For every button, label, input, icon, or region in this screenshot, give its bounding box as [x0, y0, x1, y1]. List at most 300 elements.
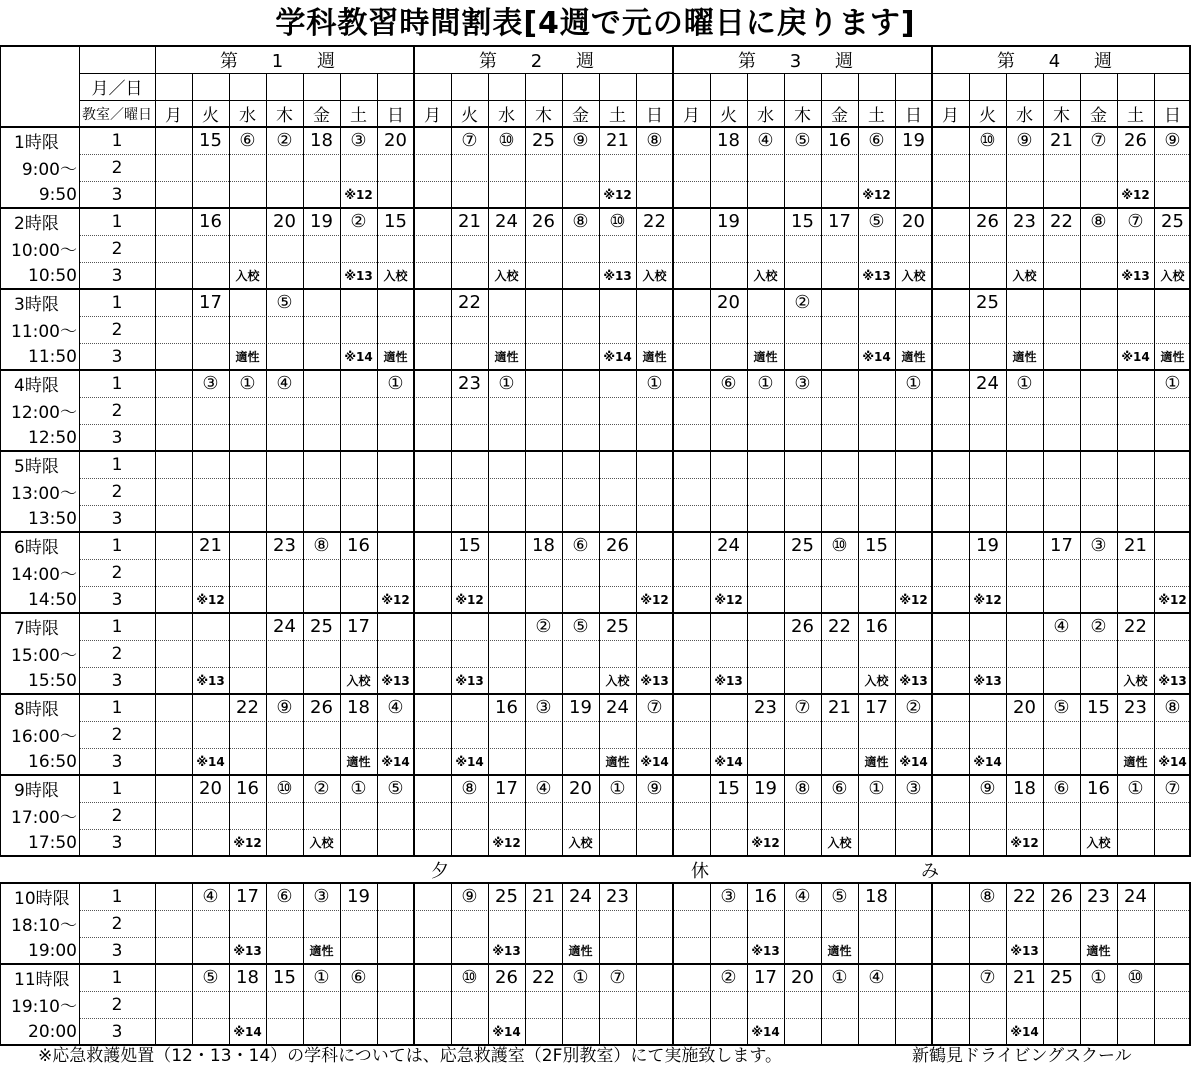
schedule-cell — [636, 937, 673, 964]
schedule-cell — [1154, 316, 1191, 343]
schedule-cell — [340, 829, 377, 856]
schedule-cell: 25 — [1161, 211, 1184, 232]
schedule-cell — [821, 667, 858, 694]
schedule-cell: 19 — [569, 697, 592, 718]
schedule-cell — [895, 478, 932, 505]
schedule-cell: 21 — [1050, 130, 1073, 151]
schedule-cell: ⑦ — [1090, 130, 1107, 151]
schedule-cell — [969, 1018, 1006, 1045]
schedule-cell — [451, 343, 488, 370]
schedule-cell — [377, 910, 414, 937]
column-divider — [1117, 73, 1118, 856]
schedule-cell — [192, 316, 229, 343]
schedule-cell — [340, 505, 377, 532]
schedule-cell — [969, 451, 1006, 478]
schedule-cell: 21 — [828, 697, 851, 718]
schedule-cell — [303, 424, 340, 451]
schedule-cell — [414, 613, 451, 640]
schedule-cell — [377, 721, 414, 748]
column-divider — [451, 883, 452, 1045]
schedule-cell — [932, 829, 969, 856]
schedule-cell: ④ — [757, 130, 774, 151]
schedule-cell — [636, 154, 673, 181]
weekday-header: 水 — [239, 106, 256, 126]
schedule-cell: ⑦ — [609, 967, 626, 988]
period-end-time: 17:50 — [28, 832, 77, 853]
schedule-cell — [340, 586, 377, 613]
schedule-cell — [1117, 451, 1154, 478]
period-label: 4時限 — [14, 376, 59, 396]
schedule-cell — [1154, 289, 1191, 316]
schedule-cell — [710, 478, 747, 505]
schedule-cell: ⑧ — [794, 778, 811, 799]
schedule-cell — [710, 451, 747, 478]
room-number: 3 — [111, 184, 123, 205]
schedule-cell: 17 — [828, 211, 851, 232]
schedule-cell — [451, 991, 488, 1018]
schedule-cell — [377, 559, 414, 586]
schedule-cell — [747, 586, 784, 613]
schedule-cell — [784, 343, 821, 370]
schedule-cell: ① — [350, 778, 367, 799]
schedule-cell: 20 — [902, 211, 925, 232]
schedule-cell: ③ — [313, 886, 330, 907]
schedule-cell — [229, 154, 266, 181]
schedule-cell: 21 — [1124, 535, 1147, 556]
schedule-cell: ⑥ — [350, 967, 367, 988]
schedule-cell: ※13 — [751, 943, 780, 958]
schedule-cell — [969, 154, 1006, 181]
schedule-cell — [747, 181, 784, 208]
schedule-cell — [636, 181, 673, 208]
schedule-cell: 22 — [643, 211, 666, 232]
schedule-cell — [303, 667, 340, 694]
schedule-cell: 入校 — [1012, 269, 1037, 283]
room-number: 3 — [111, 508, 123, 529]
schedule-cell — [155, 235, 192, 262]
column-divider — [525, 883, 526, 1045]
schedule-cell — [451, 721, 488, 748]
schedule-cell: ※14 — [492, 1024, 521, 1039]
schedule-cell — [303, 991, 340, 1018]
period-end-time: 10:50 — [28, 265, 77, 286]
schedule-cell — [1080, 667, 1117, 694]
schedule-cell — [895, 316, 932, 343]
schedule-cell — [784, 316, 821, 343]
schedule-cell — [155, 802, 192, 829]
schedule-cell — [1043, 343, 1080, 370]
schedule-cell — [562, 154, 599, 181]
schedule-cell — [229, 640, 266, 667]
schedule-cell: ※14 — [1121, 349, 1150, 364]
schedule-cell — [266, 181, 303, 208]
schedule-cell — [266, 991, 303, 1018]
schedule-cell — [155, 667, 192, 694]
schedule-cell — [858, 424, 895, 451]
schedule-cell: ② — [794, 292, 811, 313]
schedule-cell: ※13 — [344, 268, 373, 283]
schedule-cell — [229, 505, 266, 532]
schedule-cell: ⑨ — [1164, 130, 1181, 151]
schedule-cell — [1154, 181, 1191, 208]
period-label: 7時限 — [14, 619, 59, 639]
schedule-cell — [1006, 559, 1043, 586]
schedule-cell — [155, 883, 192, 910]
schedule-cell: ⑨ — [461, 886, 478, 907]
schedule-cell — [414, 1018, 451, 1045]
schedule-cell — [1043, 748, 1080, 775]
schedule-cell — [636, 991, 673, 1018]
schedule-cell — [525, 910, 562, 937]
schedule-cell — [303, 181, 340, 208]
schedule-cell — [821, 424, 858, 451]
schedule-cell — [1154, 154, 1191, 181]
schedule-cell: ※14 — [233, 1024, 262, 1039]
schedule-cell — [155, 181, 192, 208]
room-number: 1 — [111, 535, 123, 556]
schedule-cell: ⑧ — [1164, 697, 1181, 718]
schedule-cell: 19 — [754, 778, 777, 799]
schedule-cell — [599, 991, 636, 1018]
period-start-time: 18:10～ — [11, 916, 77, 936]
schedule-cell — [155, 775, 192, 802]
schedule-cell — [1080, 181, 1117, 208]
schedule-cell — [192, 262, 229, 289]
schedule-cell — [451, 262, 488, 289]
schedule-cell — [155, 991, 192, 1018]
schedule-cell: 入校 — [864, 674, 889, 688]
schedule-cell — [155, 559, 192, 586]
schedule-cell — [192, 802, 229, 829]
schedule-cell — [1154, 397, 1191, 424]
schedule-cell — [747, 640, 784, 667]
schedule-cell: ⑦ — [1164, 778, 1181, 799]
schedule-cell — [414, 775, 451, 802]
schedule-cell — [1043, 181, 1080, 208]
schedule-cell: ※14 — [455, 754, 484, 769]
schedule-cell — [673, 991, 710, 1018]
schedule-cell — [821, 370, 858, 397]
schedule-cell — [673, 694, 710, 721]
weekday-header: 火 — [461, 106, 478, 126]
schedule-cell — [525, 937, 562, 964]
schedule-cell — [266, 910, 303, 937]
schedule-cell: ※14 — [1010, 1024, 1039, 1039]
schedule-cell — [488, 451, 525, 478]
schedule-cell — [673, 883, 710, 910]
schedule-cell: 17 — [236, 886, 259, 907]
schedule-cell — [266, 937, 303, 964]
schedule-cell: ② — [350, 211, 367, 232]
schedule-cell — [525, 181, 562, 208]
schedule-cell: ④ — [202, 886, 219, 907]
schedule-cell: ※12 — [973, 592, 1002, 607]
schedule-cell — [155, 424, 192, 451]
schedule-cell — [340, 370, 377, 397]
weekday-header: 金 — [572, 106, 589, 126]
period-start-time: 19:10～ — [11, 997, 77, 1017]
schedule-cell: 22 — [532, 967, 555, 988]
schedule-cell — [562, 721, 599, 748]
schedule-cell — [155, 586, 192, 613]
room-number: 1 — [111, 616, 123, 637]
schedule-cell: ① — [1127, 778, 1144, 799]
schedule-cell — [1080, 262, 1117, 289]
schedule-cell: 25 — [606, 616, 629, 637]
schedule-cell: ※13 — [973, 673, 1002, 688]
schedule-cell: 26 — [310, 697, 333, 718]
schedule-cell — [932, 208, 969, 235]
schedule-cell — [636, 883, 673, 910]
schedule-cell — [562, 505, 599, 532]
schedule-cell — [969, 802, 1006, 829]
schedule-cell — [673, 505, 710, 532]
schedule-cell: 15 — [458, 535, 481, 556]
weekday-header: 日 — [905, 106, 922, 126]
schedule-cell — [488, 397, 525, 424]
schedule-cell — [377, 154, 414, 181]
schedule-cell — [821, 235, 858, 262]
schedule-cell — [155, 748, 192, 775]
schedule-cell: 適性 — [1160, 350, 1185, 364]
schedule-cell — [377, 613, 414, 640]
column-divider — [0, 883, 1, 1045]
room-number: 1 — [111, 697, 123, 718]
schedule-cell: ⑥ — [831, 778, 848, 799]
schedule-cell: ※12 — [492, 835, 521, 850]
schedule-cell — [377, 937, 414, 964]
period-end-time: 15:50 — [28, 670, 77, 691]
room-number: 2 — [111, 481, 123, 502]
schedule-cell — [488, 802, 525, 829]
schedule-cell: 15 — [791, 211, 814, 232]
schedule-cell: ※13 — [455, 673, 484, 688]
schedule-cell — [747, 478, 784, 505]
schedule-cell: 21 — [532, 886, 555, 907]
room-number: 2 — [111, 805, 123, 826]
schedule-cell — [1117, 559, 1154, 586]
schedule-cell — [266, 586, 303, 613]
schedule-cell: 15 — [717, 778, 740, 799]
schedule-cell — [451, 181, 488, 208]
schedule-cell: ⑤ — [276, 292, 293, 313]
schedule-cell — [784, 235, 821, 262]
schedule-cell: 24 — [273, 616, 296, 637]
schedule-cell — [969, 910, 1006, 937]
schedule-cell — [155, 829, 192, 856]
schedule-cell — [1006, 640, 1043, 667]
schedule-cell — [340, 478, 377, 505]
schedule-cell — [932, 559, 969, 586]
schedule-cell: 22 — [1124, 616, 1147, 637]
schedule-cell — [1043, 235, 1080, 262]
column-divider — [303, 883, 304, 1045]
schedule-cell — [673, 478, 710, 505]
schedule-cell — [747, 721, 784, 748]
column-divider — [79, 883, 80, 1045]
schedule-cell — [525, 451, 562, 478]
schedule-cell: ① — [498, 373, 515, 394]
schedule-cell: ③ — [1090, 535, 1107, 556]
schedule-cell — [525, 721, 562, 748]
schedule-cell — [488, 478, 525, 505]
schedule-cell — [1117, 424, 1154, 451]
room-number: 2 — [111, 238, 123, 259]
schedule-cell — [932, 991, 969, 1018]
schedule-cell: 適性 — [1123, 755, 1148, 769]
schedule-cell — [303, 154, 340, 181]
schedule-cell — [192, 154, 229, 181]
schedule-cell: ※13 — [381, 673, 410, 688]
schedule-cell — [1006, 505, 1043, 532]
schedule-cell — [969, 343, 1006, 370]
schedule-cell: 適性 — [901, 350, 926, 364]
schedule-cell: 23 — [1087, 886, 1110, 907]
schedule-cell: 入校 — [827, 836, 852, 850]
schedule-cell: 入校 — [383, 269, 408, 283]
schedule-cell: ⑩ — [609, 211, 626, 232]
schedule-cell — [525, 424, 562, 451]
schedule-cell: 18 — [865, 886, 888, 907]
schedule-cell: 15 — [865, 535, 888, 556]
schedule-cell — [1043, 289, 1080, 316]
schedule-cell — [266, 1018, 303, 1045]
schedule-cell — [599, 370, 636, 397]
schedule-cell: 適性 — [1012, 350, 1037, 364]
schedule-cell — [525, 370, 562, 397]
schedule-cell: 26 — [1124, 130, 1147, 151]
schedule-cell — [451, 613, 488, 640]
schedule-cell — [673, 154, 710, 181]
schedule-cell: 19 — [717, 211, 740, 232]
schedule-cell — [673, 370, 710, 397]
schedule-cell — [821, 640, 858, 667]
schedule-cell — [784, 802, 821, 829]
schedule-cell: ⑨ — [276, 697, 293, 718]
schedule-cell — [303, 235, 340, 262]
schedule-cell — [377, 181, 414, 208]
schedule-cell — [1154, 235, 1191, 262]
schedule-cell: ③ — [720, 886, 737, 907]
schedule-cell — [192, 235, 229, 262]
schedule-cell: 適性 — [1086, 944, 1111, 958]
schedule-cell — [895, 991, 932, 1018]
schedule-cell: ① — [1164, 373, 1181, 394]
schedule-cell — [414, 640, 451, 667]
schedule-cell — [969, 829, 1006, 856]
schedule-cell — [377, 397, 414, 424]
schedule-cell — [710, 937, 747, 964]
schedule-cell — [340, 991, 377, 1018]
schedule-cell — [414, 559, 451, 586]
schedule-cell — [599, 829, 636, 856]
period-label: 2時限 — [14, 214, 59, 234]
schedule-cell — [340, 316, 377, 343]
schedule-cell — [192, 559, 229, 586]
room-number: 2 — [111, 724, 123, 745]
schedule-cell — [821, 559, 858, 586]
schedule-cell — [599, 424, 636, 451]
schedule-cell — [599, 1018, 636, 1045]
schedule-cell — [562, 343, 599, 370]
week-label-2: 第 2 週 — [479, 50, 608, 72]
schedule-cell: ⑨ — [572, 130, 589, 151]
schedule-cell — [266, 478, 303, 505]
schedule-cell: 17 — [199, 292, 222, 313]
column-divider — [562, 73, 563, 856]
schedule-cell — [229, 991, 266, 1018]
schedule-cell — [1043, 397, 1080, 424]
period-start-time: 10:00～ — [11, 241, 77, 261]
schedule-cell — [1043, 451, 1080, 478]
schedule-cell — [451, 802, 488, 829]
schedule-cell — [229, 397, 266, 424]
schedule-cell: 22 — [1013, 886, 1036, 907]
schedule-cell — [414, 505, 451, 532]
column-divider — [969, 883, 970, 1045]
schedule-cell — [562, 181, 599, 208]
schedule-cell — [229, 586, 266, 613]
schedule-cell: 22 — [458, 292, 481, 313]
schedule-cell — [562, 991, 599, 1018]
column-divider — [747, 883, 748, 1045]
schedule-cell: 入校 — [753, 269, 778, 283]
schedule-cell: 適性 — [383, 350, 408, 364]
schedule-cell — [488, 289, 525, 316]
schedule-cell: ※12 — [640, 592, 669, 607]
schedule-cell — [821, 910, 858, 937]
schedule-cell: ⑥ — [868, 130, 885, 151]
schedule-cell — [562, 289, 599, 316]
schedule-cell — [155, 289, 192, 316]
schedule-cell — [858, 991, 895, 1018]
schedule-cell — [858, 802, 895, 829]
schedule-cell — [673, 181, 710, 208]
schedule-cell — [932, 397, 969, 424]
schedule-cell: ② — [535, 616, 552, 637]
schedule-cell — [858, 478, 895, 505]
schedule-cell — [673, 235, 710, 262]
schedule-cell — [932, 370, 969, 397]
schedule-cell — [266, 640, 303, 667]
schedule-cell — [821, 154, 858, 181]
period-label: 6時限 — [14, 538, 59, 558]
schedule-cell: 24 — [717, 535, 740, 556]
schedule-cell — [895, 289, 932, 316]
schedule-cell: ※12 — [1158, 592, 1187, 607]
schedule-cell — [673, 397, 710, 424]
schedule-cell: 入校 — [568, 836, 593, 850]
schedule-cell — [1043, 910, 1080, 937]
schedule-cell — [636, 451, 673, 478]
column-divider — [451, 73, 452, 856]
column-divider — [266, 883, 267, 1045]
column-divider — [192, 73, 193, 856]
schedule-cell — [525, 748, 562, 775]
schedule-cell — [821, 1018, 858, 1045]
schedule-cell: ⑩ — [276, 778, 293, 799]
schedule-cell — [858, 370, 895, 397]
schedule-cell — [1154, 883, 1191, 910]
schedule-cell — [1154, 991, 1191, 1018]
schedule-cell — [710, 829, 747, 856]
break-label: 休 — [691, 860, 709, 882]
schedule-cell — [821, 991, 858, 1018]
column-divider — [229, 73, 230, 856]
room-number: 1 — [111, 778, 123, 799]
schedule-cell — [266, 397, 303, 424]
period-start-time: 17:00～ — [11, 808, 77, 828]
